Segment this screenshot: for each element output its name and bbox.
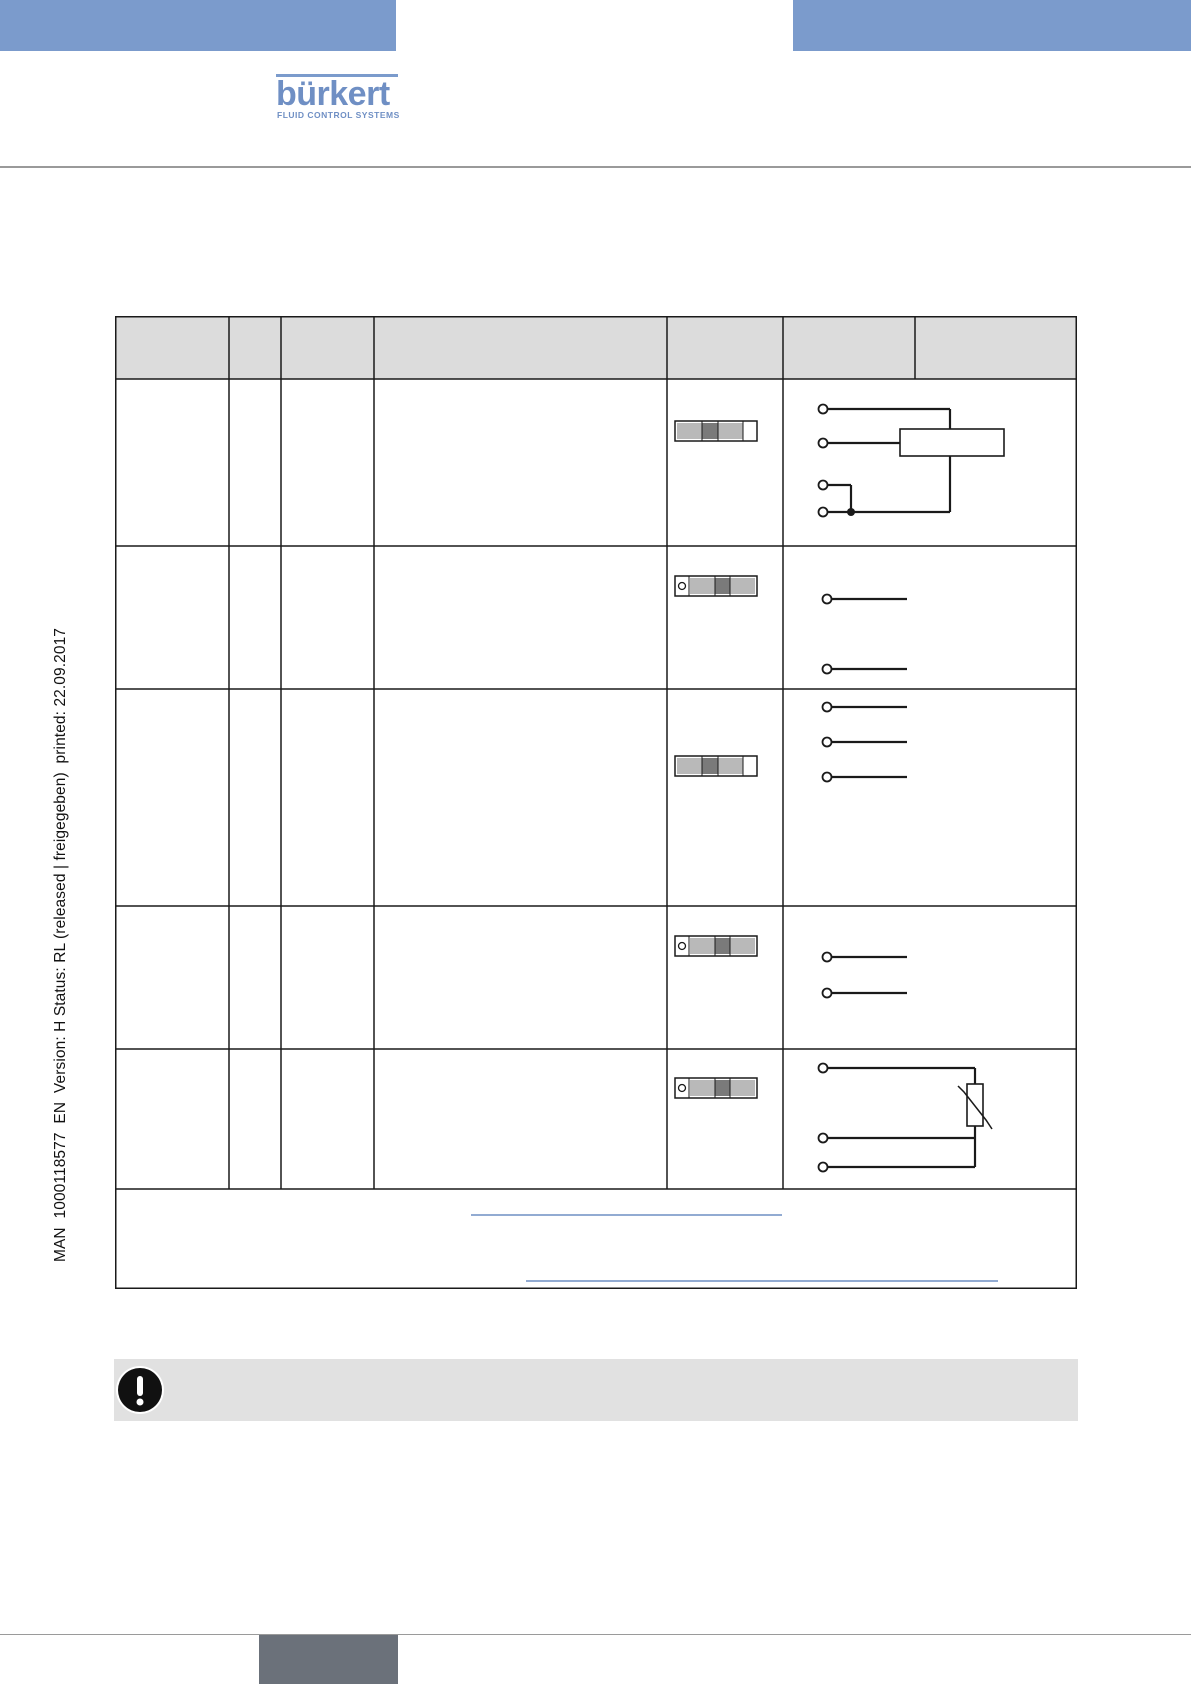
terminal-block-screw-icon bbox=[675, 576, 757, 596]
two-wire-icon bbox=[823, 595, 908, 674]
table-header-row bbox=[115, 316, 1077, 379]
notice-box bbox=[114, 1359, 1078, 1421]
exclamation-icon bbox=[115, 1365, 165, 1415]
table-column-dividers bbox=[229, 316, 915, 1189]
terminal-block-screw-icon bbox=[675, 1078, 757, 1098]
header-bar-right bbox=[793, 0, 1191, 51]
thermistor-circuit-icon bbox=[819, 1064, 993, 1172]
table-frame bbox=[116, 317, 1077, 1289]
logo-wordmark: bürkert bbox=[276, 75, 390, 113]
terminal-block-screw-icon bbox=[675, 936, 757, 956]
terminal-table-drawing bbox=[115, 316, 1077, 1289]
footer-page-tab bbox=[259, 1635, 398, 1684]
box-circuit-icon bbox=[819, 405, 1005, 517]
footer-divider bbox=[0, 1634, 1191, 1635]
document-meta-vertical: MAN 1000118577 EN Version: H Status: RL (released | freigegeben) printed: 22.09.2017 bbox=[52, 627, 69, 1263]
header-bar-left bbox=[0, 0, 396, 51]
terminal-table bbox=[115, 316, 1077, 1289]
terminal-block-icon bbox=[675, 756, 757, 776]
logo-tagline: FLUID CONTROL SYSTEMS bbox=[277, 110, 400, 120]
header-divider bbox=[0, 166, 1191, 168]
three-wire-icon bbox=[823, 703, 908, 782]
terminal-block-icon bbox=[675, 421, 757, 441]
two-wire-icon bbox=[823, 953, 908, 998]
